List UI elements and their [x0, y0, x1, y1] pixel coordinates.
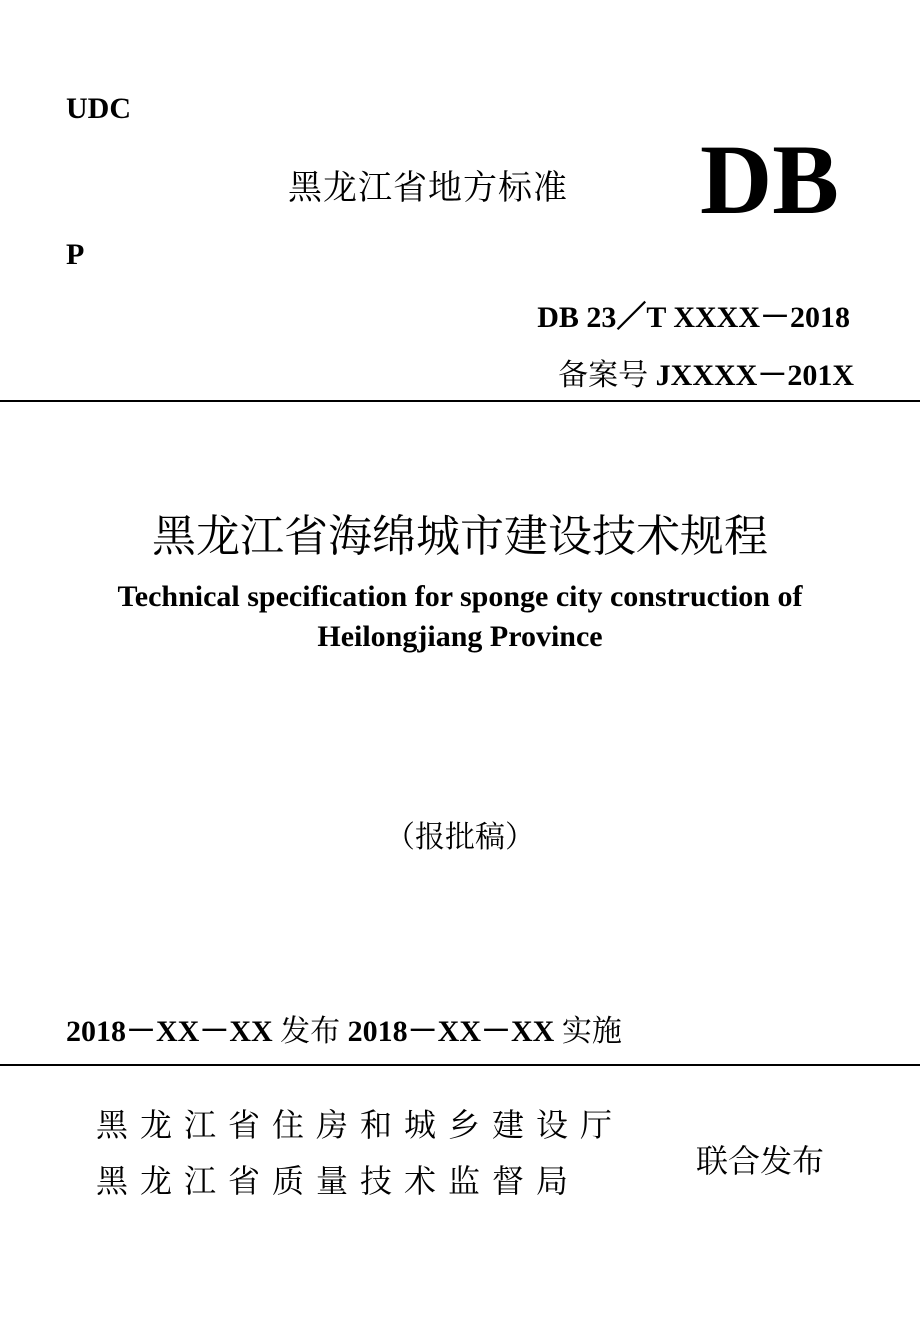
udc-label: UDC [66, 92, 131, 125]
filing-label: 备案号 [558, 358, 649, 393]
filing-number [558, 350, 854, 394]
effective-date: 2018－XX－XX [347, 1015, 555, 1048]
title-english-line1: Technical specification for sponge city construction of [117, 580, 803, 613]
title-chinese: 黑龙江省海绵城市建设技术规程 [152, 511, 768, 562]
joint-publish-label: 联合发布 [696, 1142, 825, 1180]
issuer-quality-bureau: 黑龙江省质量技术监督局 [96, 1162, 581, 1200]
draft-status: （报批稿） [385, 820, 535, 855]
publish-date: 2018－XX－XX [66, 1015, 273, 1048]
issuer-housing-department: 黑龙江省住房和城乡建设厅 [96, 1106, 625, 1144]
region-standard-label: 黑龙江省地方标准 [288, 168, 568, 208]
dates-line [66, 1006, 622, 1050]
standard-code: DB 23／T XXXX－2018 [537, 301, 850, 334]
p-label: P [66, 238, 85, 271]
filing-code: JXXXX－201X [655, 359, 854, 392]
effective-label: 实施 [561, 1014, 622, 1049]
bottom-divider [0, 1064, 920, 1066]
publish-label: 发布 [280, 1014, 341, 1049]
top-divider [0, 400, 920, 402]
db-mark: DB [700, 124, 839, 235]
title-english-line2: Heilongjiang Province [317, 620, 603, 653]
